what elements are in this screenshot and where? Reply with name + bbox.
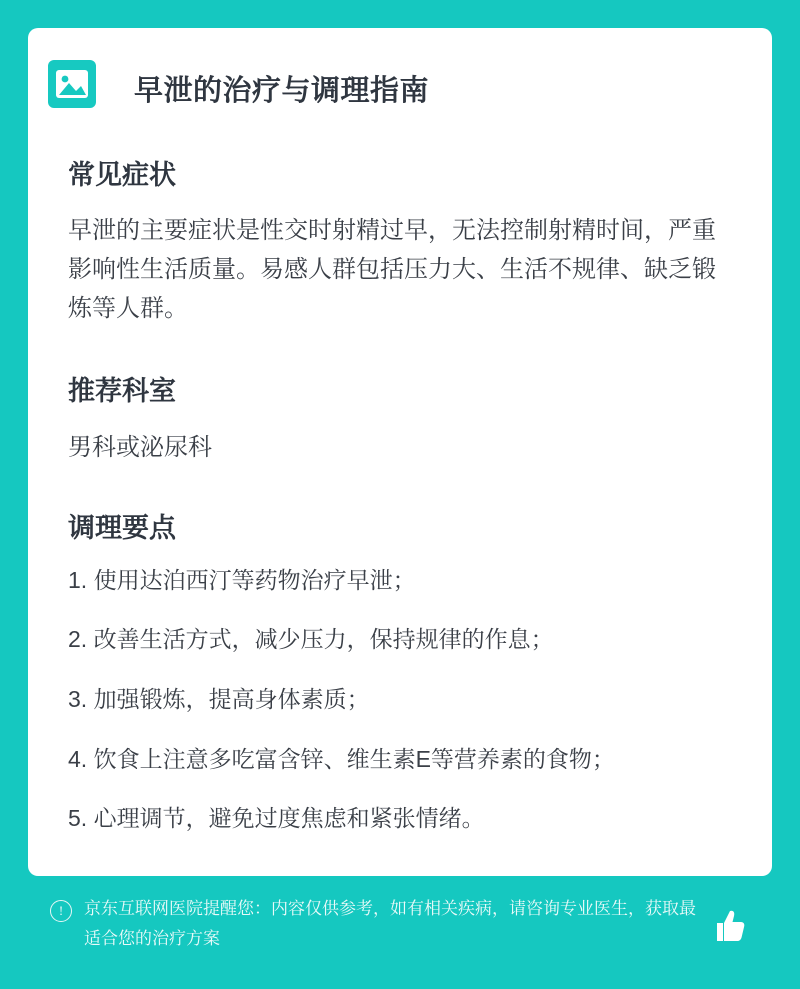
info-icon: ! (50, 900, 72, 922)
section-paragraph-department: 男科或泌尿科 (68, 433, 212, 461)
care-points-list (68, 563, 732, 837)
section-heading-symptoms: 常见症状 (68, 160, 176, 190)
footer-disclaimer-bar (28, 876, 772, 989)
section-heading-department: 推荐科室 (68, 375, 176, 406)
section-paragraph-symptoms: 早泄的主要症状是性交时射精过早，无法控制射精时间，严重影响性生活质量。易感人群包括压力大、生活不规律、缺乏锻炼等人群。 (68, 217, 716, 322)
list-item: 1. 使用达泊西汀等药物治疗早泄； (68, 566, 416, 593)
list-item: 2. 改善生活方式，减少压力，保持规律的作息； (68, 626, 554, 653)
list-item: 3. 加强锻炼，提高身体素质； (68, 685, 370, 712)
document-image-icon (46, 58, 98, 110)
thumbs-up-icon[interactable] (704, 904, 748, 948)
section-heading-care-points: 调理要点 (68, 512, 176, 543)
content-card (28, 28, 772, 876)
list-item: 5. 心理调节，避免过度焦虑和紧张情绪。 (68, 805, 485, 832)
disclaimer-text: 京东互联网医院提醒您：内容仅供参考，如有相关疾病，请咨询专业医生，获取最适合您的治疗方案 (84, 899, 696, 948)
page-title: 早泄的治疗与调理指南 (134, 75, 430, 107)
list-item: 4. 饮食上注意多吃富含锌、维生素E等营养素的食物； (68, 745, 615, 772)
